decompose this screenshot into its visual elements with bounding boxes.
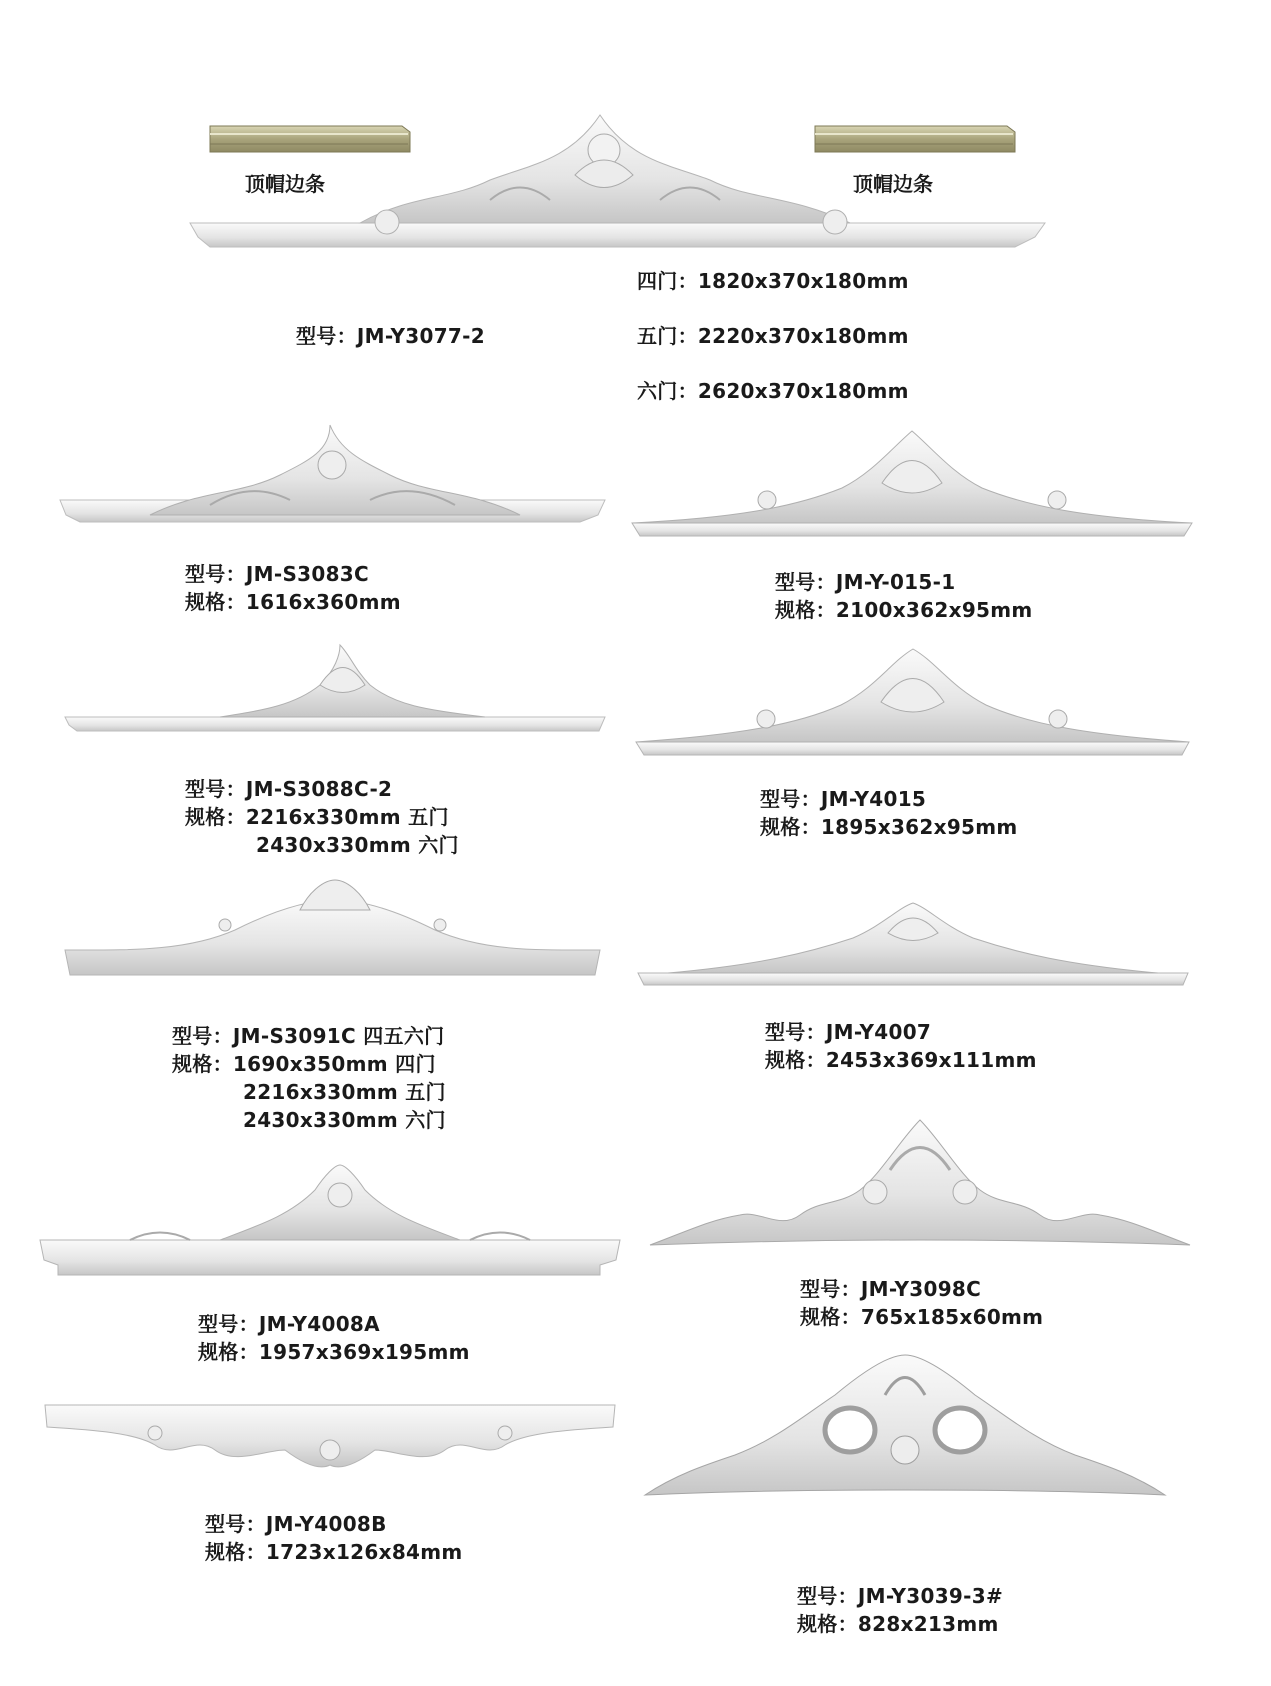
ornament-y3098c-image <box>650 1120 1190 1250</box>
s3083c-model: 型号：JM-S3083C <box>185 562 369 586</box>
y4015-label <box>760 785 1018 841</box>
ornament-y015-1-image <box>632 428 1192 538</box>
y3098c-model: 型号：JM-Y3098C <box>800 1277 982 1301</box>
s3088c-2-spec-2: 2430x330mm 六门 <box>256 833 459 857</box>
ornament-y3077-2-image <box>190 105 1045 255</box>
y4007-model: 型号：JM-Y4007 <box>765 1020 932 1044</box>
y4008a-model: 型号：JM-Y4008A <box>198 1312 380 1336</box>
trim-label-right: 顶帽边条 <box>853 172 933 196</box>
s3091c-spec-2: 2216x330mm 五门 <box>243 1080 446 1104</box>
y4015-model: 型号：JM-Y4015 <box>760 787 927 811</box>
y3077-model: 型号：JM-Y3077-2 <box>296 324 485 348</box>
ornament-y4008b-image <box>45 1405 615 1475</box>
s3083c-label <box>185 560 401 616</box>
ornament-y4015-image <box>636 647 1189 757</box>
ornament-s3083c-image <box>60 420 605 525</box>
s3088c-2-model: 型号：JM-S3088C-2 <box>185 777 393 801</box>
y3098c-spec: 规格：765x185x60mm <box>800 1305 1044 1329</box>
y3077-size-6door: 六门：2620x370x180mm <box>637 379 909 403</box>
y4015-spec: 规格：1895x362x95mm <box>760 815 1018 839</box>
y3039-3-model: 型号：JM-Y3039-3# <box>797 1584 1004 1608</box>
ornament-y4007-image <box>638 903 1188 988</box>
s3083c-spec: 规格：1616x360mm <box>185 590 401 614</box>
s3091c-label <box>172 1022 446 1134</box>
y4008b-model: 型号：JM-Y4008B <box>205 1512 387 1536</box>
trim-label-left: 顶帽边条 <box>245 172 325 196</box>
y3039-3-spec: 规格：828x213mm <box>797 1612 999 1636</box>
y015-1-spec: 规格：2100x362x95mm <box>775 598 1033 622</box>
y3039-3-label <box>797 1582 1003 1638</box>
y3077-size-5door: 五门：2220x370x180mm <box>637 324 909 348</box>
y4008b-label <box>205 1510 463 1566</box>
y4007-spec: 规格：2453x369x111mm <box>765 1048 1037 1072</box>
y4007-label <box>765 1018 1037 1074</box>
y015-1-model: 型号：JM-Y-015-1 <box>775 570 956 594</box>
s3091c-spec-3: 2430x330mm 六门 <box>243 1108 446 1132</box>
y3098c-label <box>800 1275 1043 1331</box>
y4008b-spec: 规格：1723x126x84mm <box>205 1540 463 1564</box>
ornament-s3088c-2-image <box>65 645 605 735</box>
ornament-y3039-3-image <box>645 1355 1165 1500</box>
s3088c-2-spec: 规格：2216x330mm 五门 <box>185 805 449 829</box>
ornament-s3091c-image <box>65 880 600 980</box>
s3088c-2-label <box>185 775 459 859</box>
y3077-size-4door: 四门：1820x370x180mm <box>637 269 909 293</box>
y4008a-spec: 规格：1957x369x195mm <box>198 1340 470 1364</box>
y015-1-label <box>775 568 1033 624</box>
s3091c-spec: 规格：1690x350mm 四门 <box>172 1052 436 1076</box>
s3091c-model: 型号：JM-S3091C 四五六门 <box>172 1024 445 1048</box>
ornament-y4008a-image <box>40 1165 620 1275</box>
y4008a-label <box>198 1310 470 1366</box>
